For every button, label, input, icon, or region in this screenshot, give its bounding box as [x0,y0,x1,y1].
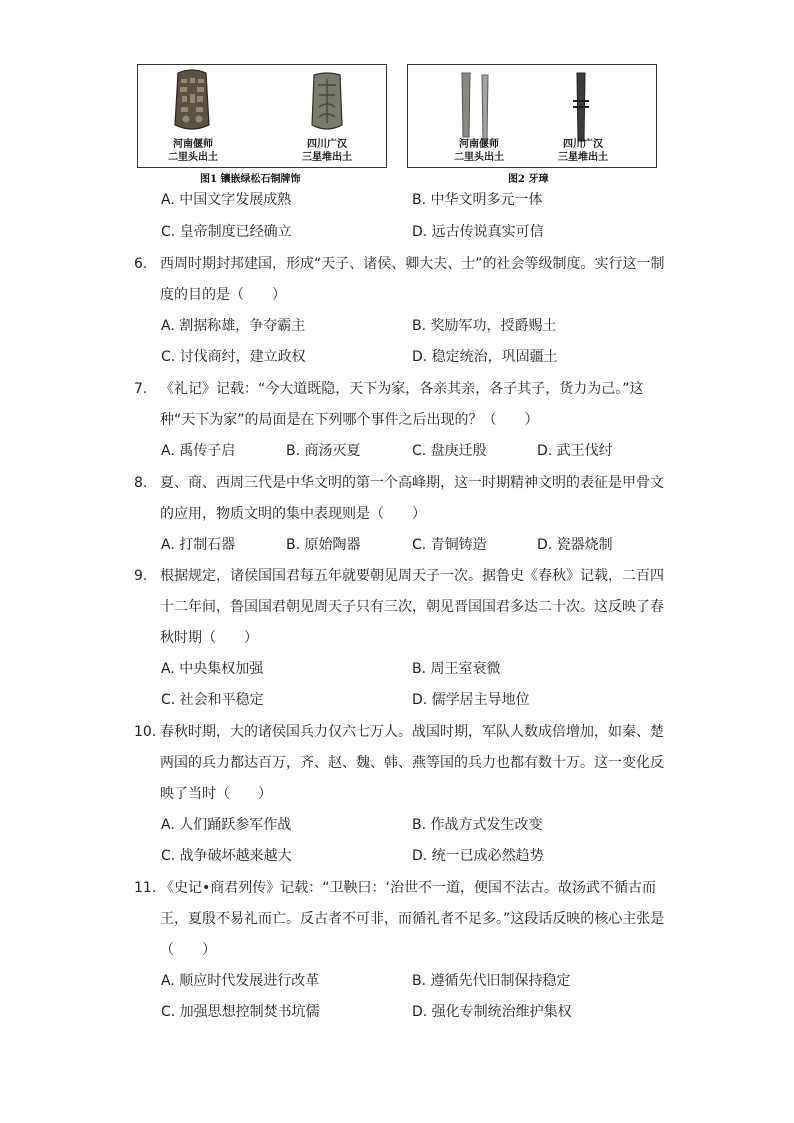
question-text: 春秋时期，大的诸侯国兵力仅六七万人。战国时期，军队人数成倍增加，如秦、楚两国的兵力都达百万，齐、赵、魏、韩、燕等国的兵力也都有数十万。这一变化反映了当时（ ） [160,724,664,802]
q10-option-d[interactable]: D. 统一已成必然趋势 [412,848,544,864]
q11-option-b[interactable]: B. 遵循先代旧制保持稳定 [412,973,571,989]
q5-option-c[interactable]: C. 皇帝制度已经确立 [161,224,292,240]
q5-option-d[interactable]: D. 远古传说真实可信 [412,224,544,240]
question-number: 7. [134,381,148,397]
q7-option-d[interactable]: D. 武王伐纣 [537,443,613,459]
yazhang-erlitou-image [450,71,500,143]
figure-2-title: 图2 牙璋 [508,174,549,185]
fig1-right-caption-line1: 四川广汉 [307,139,347,150]
fig2-right-caption-line2: 三星堆出土 [558,152,608,163]
fig1-left-caption-line2: 二里头出土 [168,152,218,163]
q9-option-b[interactable]: B. 周王室衰微 [412,661,501,677]
q11-option-d[interactable]: D. 强化专制统治维护集权 [412,1004,572,1020]
q7-option-b[interactable]: B. 商汤灭夏 [286,443,361,459]
bronze-plaque-sanxingdui-image [309,71,345,133]
q9-option-d[interactable]: D. 儒学居主导地位 [412,692,530,708]
q6-option-d[interactable]: D. 稳定统治，巩固疆土 [412,349,558,365]
q9-option-c[interactable]: C. 社会和平稳定 [161,692,264,708]
q7-option-a[interactable]: A. 禹传子启 [161,443,236,459]
question-text: 《史记•商君列传》记载：“卫鞅曰：‘治世不一道，便国不法古。故汤武不循古而王，夏殷不易礼而亡。反古者不可非，而循礼者不足多。”这段话反映的核心主张是（ ） [160,880,665,958]
q11-option-a[interactable]: A. 顺应时代发展进行改革 [161,973,320,989]
figure-1-box [137,64,387,168]
q6-option-a[interactable]: A. 割据称雄，争夺霸主 [161,318,306,334]
q7-option-c[interactable]: C. 盘庚迁殷 [412,443,487,459]
q6-option-b[interactable]: B. 奖励军功，授爵赐土 [412,318,557,334]
q10-option-c[interactable]: C. 战争破坏越来越大 [161,848,292,864]
fig2-left-caption-line2: 二里头出土 [454,152,504,163]
q9-option-a[interactable]: A. 中央集权加强 [161,661,264,677]
q8-option-b[interactable]: B. 原始陶器 [286,537,361,553]
q6-option-c[interactable]: C. 讨伐商纣，建立政权 [161,349,306,365]
question-text: 《礼记》记载：“今大道既隐，天下为家，各亲其亲，各子其子，货力为己。”这种“天下为家”的局面是在下列哪个事件之后出现的？（ ） [160,381,644,428]
question-number: 9. [134,568,148,584]
q10-option-a[interactable]: A. 人们踊跃参军作战 [161,817,292,833]
question-number: 8. [134,475,148,491]
fig1-left-caption-line1: 河南偃师 [173,139,213,150]
question-text: 西周时期封邦建国，形成“天子、诸侯、卿大夫、士”的社会等级制度。实行这一制度的目的是（ ） [160,256,665,303]
fig1-right-caption-line2: 三星堆出土 [302,152,352,163]
q8-option-d[interactable]: D. 瓷器烧制 [537,537,613,553]
figure-1-title: 图1 镶嵌绿松石铜牌饰 [200,174,301,185]
q10-option-b[interactable]: B. 作战方式发生改变 [412,817,543,833]
yazhang-sanxingdui-image [566,71,596,143]
figure-2-box [407,64,657,168]
question-text: 夏、商、西周三代是中华文明的第一个高峰期，这一时期精神文明的表征是甲骨文的应用，物质文明的集中表现则是（ ） [160,475,664,522]
q8-option-a[interactable]: A. 打制石器 [161,537,236,553]
q5-option-a[interactable]: A. 中国文字发展成熟 [161,192,292,208]
question-number: 10. [134,724,157,740]
question-number: 11. [134,880,157,896]
question-text: 根据规定，诸侯国国君每五年就要朝见周天子一次。据鲁史《春秋》记载，二百四十二年间，鲁国国君朝见周天子只有三次，朝见晋国国君多达二十次。这反映了春秋时期（ ） [160,568,664,646]
fig2-left-caption-line1: 河南偃师 [459,139,499,150]
bronze-plaque-erlitou-image [172,69,212,133]
q11-option-c[interactable]: C. 加强思想控制焚书坑儒 [161,1004,320,1020]
fig2-right-caption-line1: 四川广汉 [563,139,603,150]
q5-option-b[interactable]: B. 中华文明多元一体 [412,192,543,208]
q8-option-c[interactable]: C. 青铜铸造 [412,537,487,553]
question-number: 6. [134,256,148,272]
